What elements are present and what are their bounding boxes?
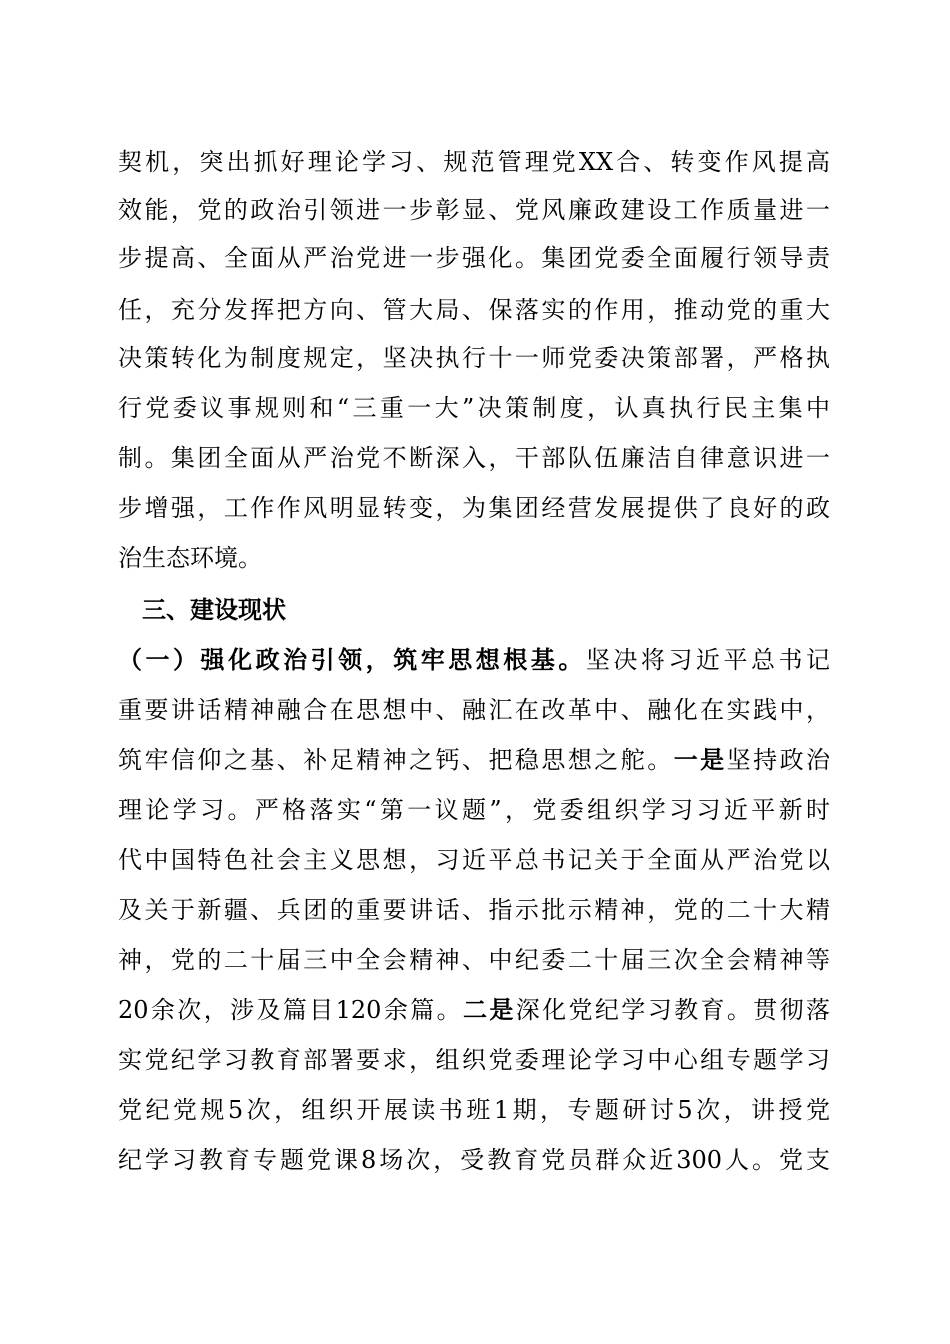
line-text: 20余次，涉及篇目120余篇。 [118, 996, 463, 1024]
paragraph-line: 步增强，工作作风明显转变，为集团经营发展提供了良好的政 [118, 494, 830, 522]
paragraph-line [118, 740, 830, 780]
paragraph-line: 理论学习。严格落实“第一议题”，党委组织学习习近平新时 [118, 796, 830, 824]
subsection-first-line [118, 640, 830, 680]
line-text: 筑牢信仰之基、补足精神之钙、把稳思想之舵。 [118, 746, 674, 774]
paragraph-line: 契机，突出抓好理论学习、规范管理党XX合、转变作风提高 [118, 148, 830, 176]
paragraph-line: 神，党的二十届三中全会精神、中纪委二十届三次全会精神等 [118, 946, 830, 974]
paragraph-line: 决策转化为制度规定，坚决执行十一师党委决策部署，严格执 [118, 344, 830, 372]
paragraph-line: 纪学习教育专题党课8场次，受教育党员群众近300人。党支 [118, 1146, 830, 1174]
paragraph-line: 代中国特色社会主义思想，习近平总书记关于全面从严治党以 [118, 846, 830, 874]
paragraph-line: 实党纪学习教育部署要求，组织党委理论学习中心组专题学习 [118, 1046, 830, 1074]
bold-marker: 一是 [673, 746, 727, 774]
section-heading: 三、建设现状 [142, 596, 286, 624]
paragraph-line: 效能，党的政治引领进一步彰显、党风廉政建设工作质量进一 [118, 196, 830, 224]
subsection-title: （一）强化政治引领，筑牢思想根基。 [118, 646, 586, 674]
paragraph-line: 行党委议事规则和“三重一大”决策制度，认真执行民主集中 [118, 394, 830, 422]
paragraph-line: 党纪党规5次，组织开展读书班1期，专题研讨5次，讲授党 [118, 1096, 830, 1124]
paragraph-line: 治生态环境。 [118, 544, 262, 572]
paragraph-line: 步提高、全面从严治党进一步强化。集团党委全面履行领导责 [118, 244, 830, 272]
paragraph-line: 重要讲话精神融合在思想中、融汇在改革中、融化在实践中， [118, 696, 830, 724]
line-text: 坚持政治 [726, 746, 830, 774]
subsection-text: 坚决将习近平总书记 [585, 646, 830, 674]
paragraph-line: 制。集团全面从严治党不断深入，干部队伍廉洁自律意识进一 [118, 444, 830, 472]
bold-marker: 二是 [462, 996, 516, 1024]
line-text: 深化党纪学习教育。贯彻落 [515, 996, 830, 1024]
paragraph-line: 及关于新疆、兵团的重要讲话、指示批示精神，党的二十大精 [118, 896, 830, 924]
paragraph-line [118, 990, 830, 1030]
paragraph-line: 任，充分发挥把方向、管大局、保落实的作用，推动党的重大 [118, 296, 830, 324]
